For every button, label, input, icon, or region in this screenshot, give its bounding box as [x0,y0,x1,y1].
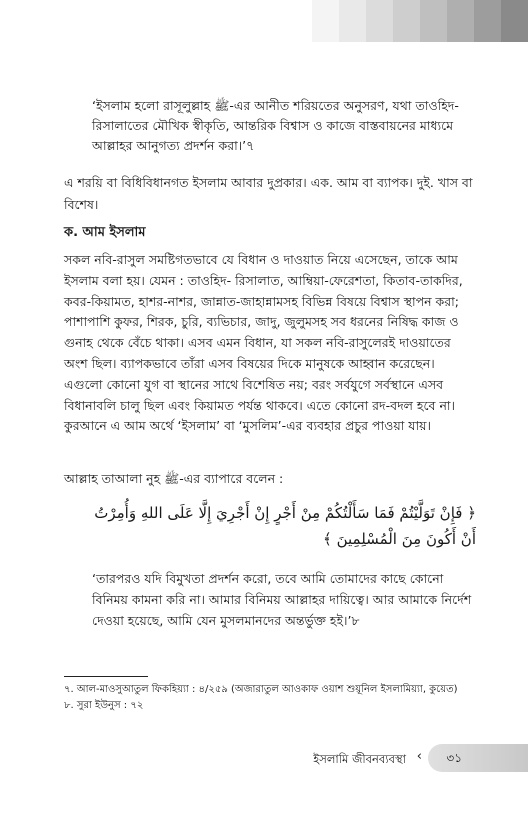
quote-definition: ‘ইসলাম হলো রাসূলুল্লাহ ﷺ-এর আনীত শরিয়তের অনুসরণ, যথা তাওহিদ-রিসালাতের মৌখিক স্বীকৃতি, আন্তরিক বিশ্বাস ও কাজে বাস্তবায়নের মাধ্যমে আল্লাহর আনুগত্য প্রদর্শন করা।’৭ [92,98,459,153]
arabic-verse: ﴿ فَإِنْ تَوَلَّيْتُمْ فَمَا سَأَلْتُكُمْ مِنْ أَجْرٍ إِنْ أَجْرِيَ إِلَّا عَلَى اللهِ وَأُمِرْتُ أَنْ أَكُونَ مِنَ الْمُسْلِمِينَ ﴾ [94,504,476,548]
decorative-gradient-bar [312,0,528,42]
lead-paragraph: আল্লাহ তাআলা নুহ ﷺ-এর ব্যাপারে বলেন : [64,471,284,486]
gradient-swatch [501,0,528,42]
body-paragraph: সকল নবি-রাসুল সমষ্টিগতভাবে যে বিধান ও দাওয়াত নিয়ে এসেছেন, তাকে আম ইসলাম বলা হয়। যেমন : তাওহিদ- রিসালাত, আম্বিয়া-ফেরেশতা, কিতাব-তাকদির, কবর-কিয়ামত, হাশর-নাশর, জান্নাত-জাহান্নামসহ বিভিন্ন বিষয়ে বিশ্বাস স্থাপন করা; পাশাপাশি কুফর, শিরক, চুরি, ব্যভিচার, জাদু, জুলুমসহ সব ধরনের নিষিদ্ধ কাজ ও গুনাহ থেকে বেঁচে থাকা। এসব এমন বিধান, যা সকল নবি-রাসুলেরই দাওয়াতের অংশ ছিল। ব্যাপকভাবে তাঁরা এসব বিষয়ের দিকে মানুষকে আহ্বান করেছেন। এগুলো কোনো যুগ বা স্থানের সাথে বিশেষিত নয়; বরং সর্বযুগে সর্বস্থানে এসব বিধানাবলি চালু ছিল এবং কিয়ামত পর্যন্ত থাকবে। এতে কোনো রদ-বদল হবে না। কুরআনে এ আম অর্থে ‘ইসলাম’ বা ‘মুসলিম’-এর ব্যবহার প্রচুর পাওয়া যায়। [64,252,463,434]
gradient-swatch [366,0,393,42]
quote-translation: ‘তারপরও যদি বিমুখতা প্রদর্শন করো, তবে আমি তোমাদের কাছে কোনো বিনিময় কামনা করি না। আমার বিনিময় আল্লাহর দায়িত্বে। আর আমাকে নির্দেশ দেওয়া হয়েছে, আমি যেন মুসলমানদের অন্তর্ভুক্ত হই।’৮ [92,571,472,628]
page-number-tab [428,744,528,772]
gradient-swatch [420,0,447,42]
page-footer [0,744,528,772]
book-title: ইসলামি জীবনব্যবস্থা [313,752,406,766]
gradient-swatch [393,0,420,42]
intro-paragraph: এ শরয়ি বা বিধিবিধানগত ইসলাম আবার দুপ্রকার। এক. আম বা ব্যাপক। দুই. খাস বা বিশেষ। [64,175,473,212]
section-heading: ক. আম ইসলাম [64,225,146,240]
gradient-swatch [339,0,366,42]
chevron-left-icon: ‹ [416,749,422,764]
footnotes [64,682,478,714]
gradient-swatch [447,0,474,42]
page-number: ৩১ [446,751,462,765]
gradient-swatch [312,0,339,42]
footnote-7: ৭. আল-মাওসুআতুল ফিকহিয়্যা : ৪/২৫৯ (অজারাতুল আওকাফ ওয়াশ শুয়ূনিল ইসলামিয়্যা, কুয়েত) [64,684,458,695]
gradient-swatch [474,0,501,42]
footnote-8: ৮. সুরা ইউনুস : ৭২ [64,700,144,711]
footnote-divider [64,676,148,677]
